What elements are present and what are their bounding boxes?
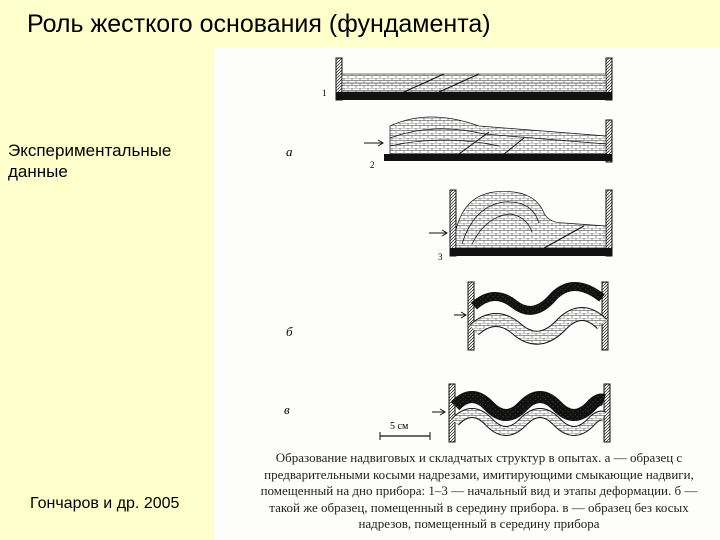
slide-title: Роль жесткого основания (фундамента) bbox=[27, 10, 491, 38]
scale-bar bbox=[380, 432, 430, 440]
panel-3 bbox=[429, 190, 612, 256]
side-label: Экспериментальные данные bbox=[8, 141, 172, 181]
stage-label-a: а bbox=[286, 144, 293, 159]
panel-2 bbox=[364, 117, 612, 162]
panel-1 bbox=[336, 58, 612, 100]
scale-label: 5 см bbox=[390, 421, 409, 432]
panel-v bbox=[432, 384, 610, 442]
step-number-1: 1 bbox=[322, 88, 327, 98]
panel-b bbox=[454, 282, 608, 350]
experiment-figure bbox=[214, 48, 720, 540]
figure-caption: Образование надвиговых и складчатых структур в опытах. а — образец с предварительными косыми надрезами, имитирующими смыкающие надвиги, помещенный на дно прибора: 1–3 — начальный вид и этапы деформации. б — такой же образец, помещенный в середину прибора. в — образец без косых надрезов, помещенный в середину прибора bbox=[260, 450, 698, 531]
stage-label-v: в bbox=[284, 402, 290, 417]
step-number-2: 2 bbox=[370, 160, 375, 170]
step-number-3: 3 bbox=[438, 252, 443, 262]
citation: Гончаров и др. 2005 bbox=[30, 495, 180, 512]
stage-label-b: б bbox=[286, 324, 293, 339]
